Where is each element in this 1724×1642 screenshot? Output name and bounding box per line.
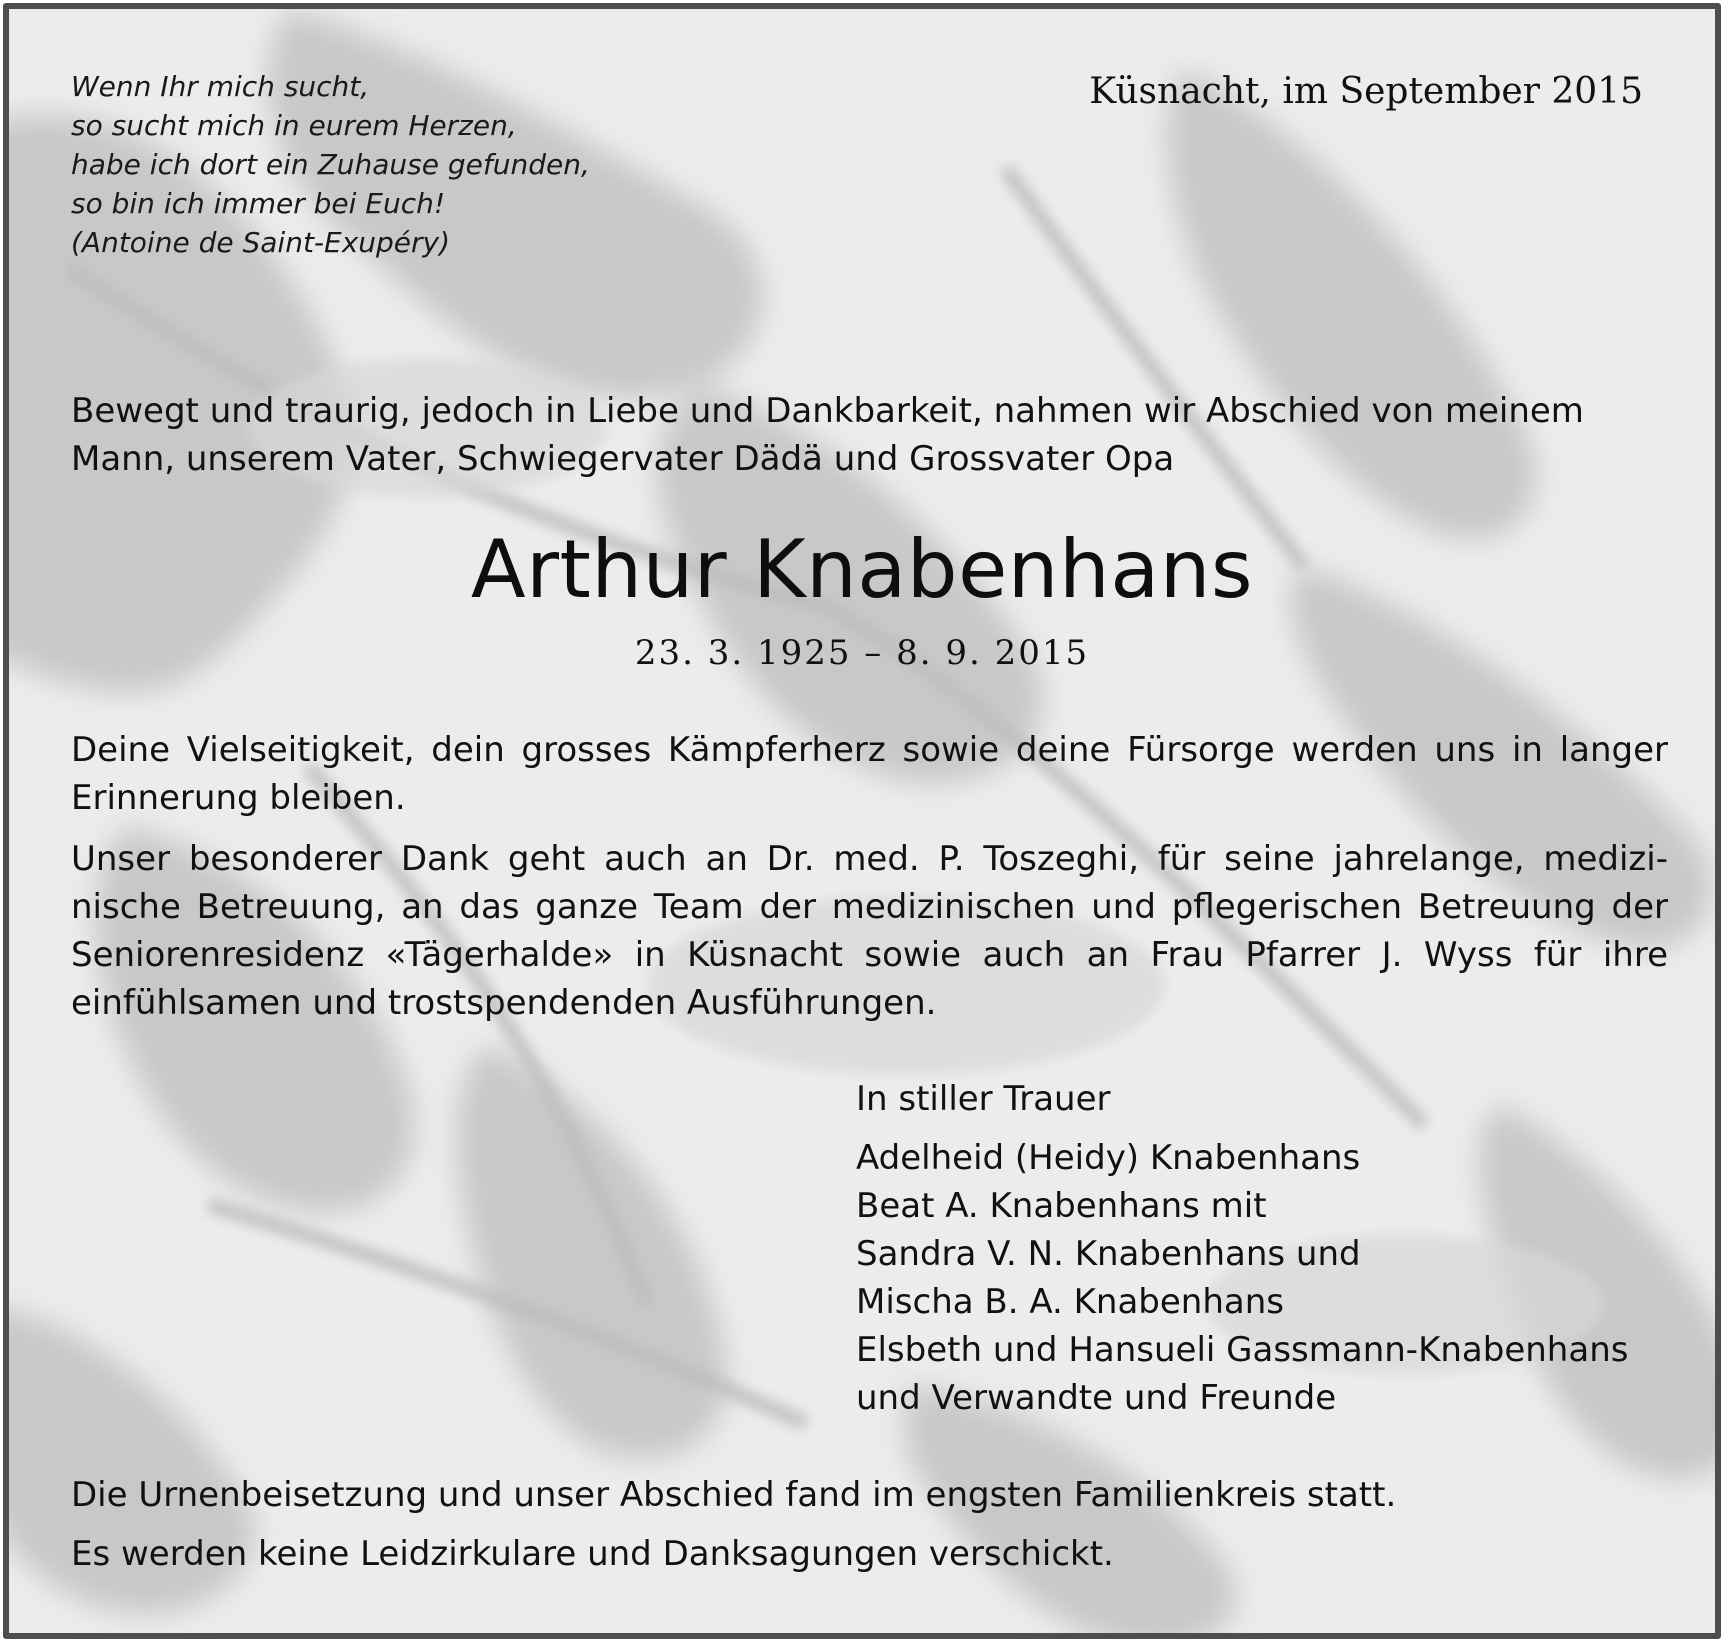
poem-attribution: (Antoine de Saint-Exupéry) — [71, 226, 451, 259]
remembrance-paragraph — [71, 726, 1668, 822]
thanks-paragraph — [71, 835, 1668, 1027]
place-date: Küsnacht, im September 2015 — [1089, 71, 1643, 112]
paragraph-line: Deine Vielseitigkeit, dein grosses Kämpferherz sowie deine Fürsorge werden uns in langer — [71, 730, 1668, 770]
poem-quote — [71, 67, 590, 262]
paragraph-line: Unser besonderer Dank geht auch an Dr. med. P. Toszeghi, für seine jahrelange, medizi- — [71, 839, 1668, 879]
deceased-name: Arthur Knabenhans — [470, 523, 1254, 616]
intro-line: Bewegt und traurig, jedoch in Liebe und Dankbarkeit, nahmen wir Abschied von meinem — [71, 391, 1584, 431]
paragraph-line: Erinnerung bleiben. — [71, 778, 406, 818]
poem-line: so sucht mich in eurem Herzen, — [71, 109, 517, 142]
mourner-name: Elsbeth und Hansueli Gassmann-Knabenhans — [856, 1330, 1629, 1370]
life-dates: 23. 3. 1925 – 8. 9. 2015 — [634, 633, 1090, 673]
mourners-heading: In stiller Trauer — [856, 1079, 1111, 1119]
paragraph-line: nische Betreuung, an das ganze Team der medizinischen und pflegerischen Betreuung der — [71, 887, 1668, 927]
closing-note: Es werden keine Leidzirkulare und Danksagungen verschickt. — [71, 1534, 1114, 1574]
obituary-card — [3, 3, 1721, 1639]
poem-line: so bin ich immer bei Euch! — [71, 187, 446, 220]
poem-line: habe ich dort ein Zuhause gefunden, — [71, 148, 590, 181]
mourner-name: und Verwandte und Freunde — [856, 1378, 1337, 1418]
paragraph-line: einfühlsamen und trostspendenden Ausführungen. — [71, 983, 937, 1023]
obituary-content — [9, 9, 1715, 1633]
mourner-name: Sandra V. N. Knabenhans und — [856, 1234, 1361, 1274]
mourner-name: Mischa B. A. Knabenhans — [856, 1282, 1284, 1322]
mourners-block — [856, 1075, 1628, 1422]
poem-line: Wenn Ihr mich sucht, — [71, 70, 370, 103]
mourner-name: Adelheid (Heidy) Knabenhans — [856, 1138, 1361, 1178]
intro-line: Mann, unserem Vater, Schwiegervater Dädä und Grossvater Opa — [71, 439, 1175, 479]
closing-note: Die Urnenbeisetzung und unser Abschied fand im engsten Familienkreis statt. — [71, 1475, 1397, 1515]
intro-text — [71, 387, 1666, 483]
paragraph-line: Seniorenresidenz «Tägerhalde» in Küsnacht sowie auch an Frau Pfarrer J. Wyss für ihre — [71, 935, 1668, 975]
mourner-name: Beat A. Knabenhans mit — [856, 1186, 1267, 1226]
